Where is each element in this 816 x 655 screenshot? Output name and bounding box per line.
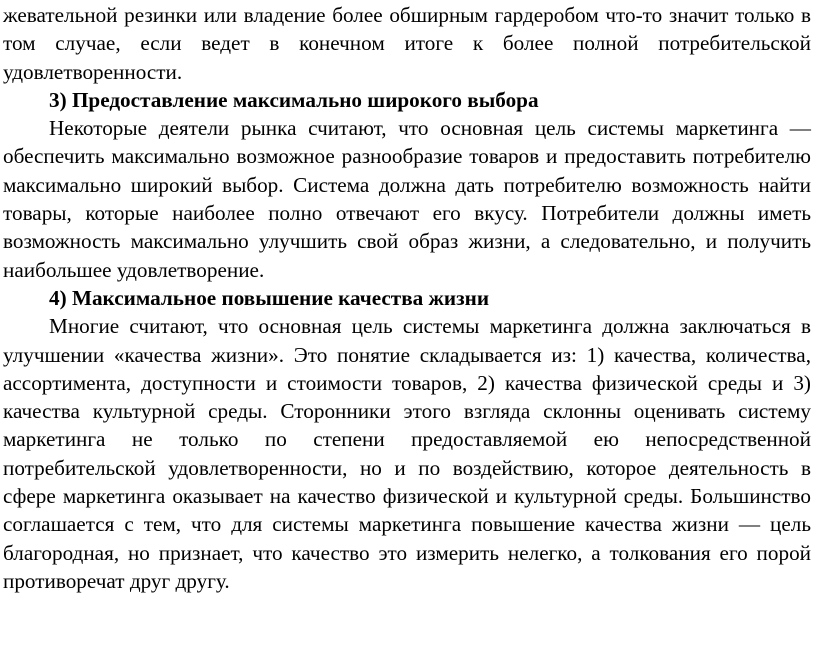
paragraph-quality-of-life: Многие считают, что основная цель системы маркетинга должна заключаться в улучшении «качества жизни». Это понятие складывается из: 1) качества, количества, ассортимента, доступности и стоимости товаров, 2) качества физической среды и 3) качества культурной среды. Сторонники этого взгляда склонны оценивать систему маркетинга не только по степени предоставляемой ею непосредственной потребительской удовлетворенности, но и по воздействию, которое деятельность в сфере маркетинга оказывает на качество физической и культурной среды. Большинство соглашается с тем, что для системы маркетинга повышение качества жизни ― цель благородная, но признает, что качество это измерить нелегко, а толкования его порой противоречат друг другу. — [3, 314, 811, 593]
section-heading-choice: 3) Предоставление максимально широкого выбора — [49, 87, 539, 112]
section-heading-quality-of-life: 4) Максимальное повышение качества жизни — [49, 285, 490, 310]
document-page — [3, 1, 811, 595]
continued-paragraph: жевательной резинки или владение более обширным гардеробом что-то значит только в том случае, если ведет в конечном итоге к более полной потребительской удовлетворенности. — [3, 3, 811, 84]
paragraph-choice: Некоторые деятели рынка считают, что основная цель системы маркетинга ― обеспечить максимально возможное разнообразие товаров и предоставить потребителю максимально широкий выбор. Система должна дать потребителю возможность найти товары, которые наиболее полно отвечают его вкусу. Потребители должны иметь возможность максимально улучшить свой образ жизни, а следовательно, и получить наибольшее удовлетворение. — [3, 116, 811, 282]
